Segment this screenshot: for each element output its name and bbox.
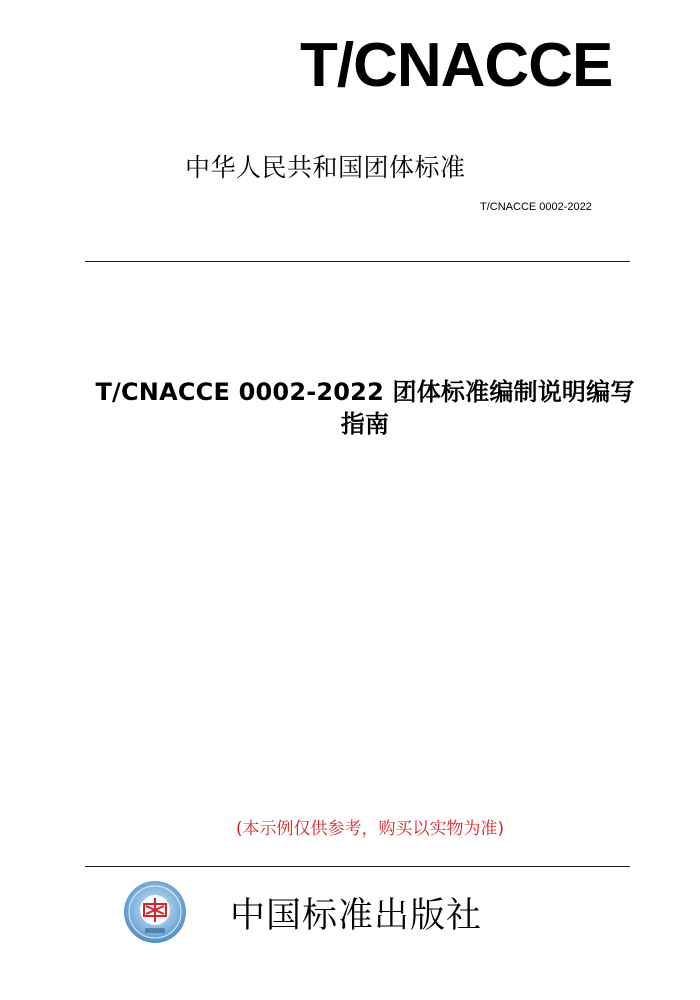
series-code: T/CNACCE bbox=[300, 31, 613, 100]
bottom-divider bbox=[85, 866, 630, 867]
standard-category: 中华人民共和国团体标准 bbox=[185, 153, 466, 182]
publisher-seal-icon bbox=[123, 880, 187, 944]
document-title bbox=[40, 376, 690, 440]
publisher-name: 中国标准出版社 bbox=[230, 896, 483, 936]
standard-number: T/CNACCE 0002-2022 bbox=[480, 201, 592, 213]
document-title-line-2: 指南 bbox=[340, 410, 390, 438]
sample-notice: (本示例仅供参考，购买以实物为准) bbox=[235, 819, 505, 839]
document-title-line-1: T/CNACCE 0002-2022 团体标准编制说明编写 bbox=[95, 378, 635, 406]
top-divider bbox=[85, 261, 630, 262]
